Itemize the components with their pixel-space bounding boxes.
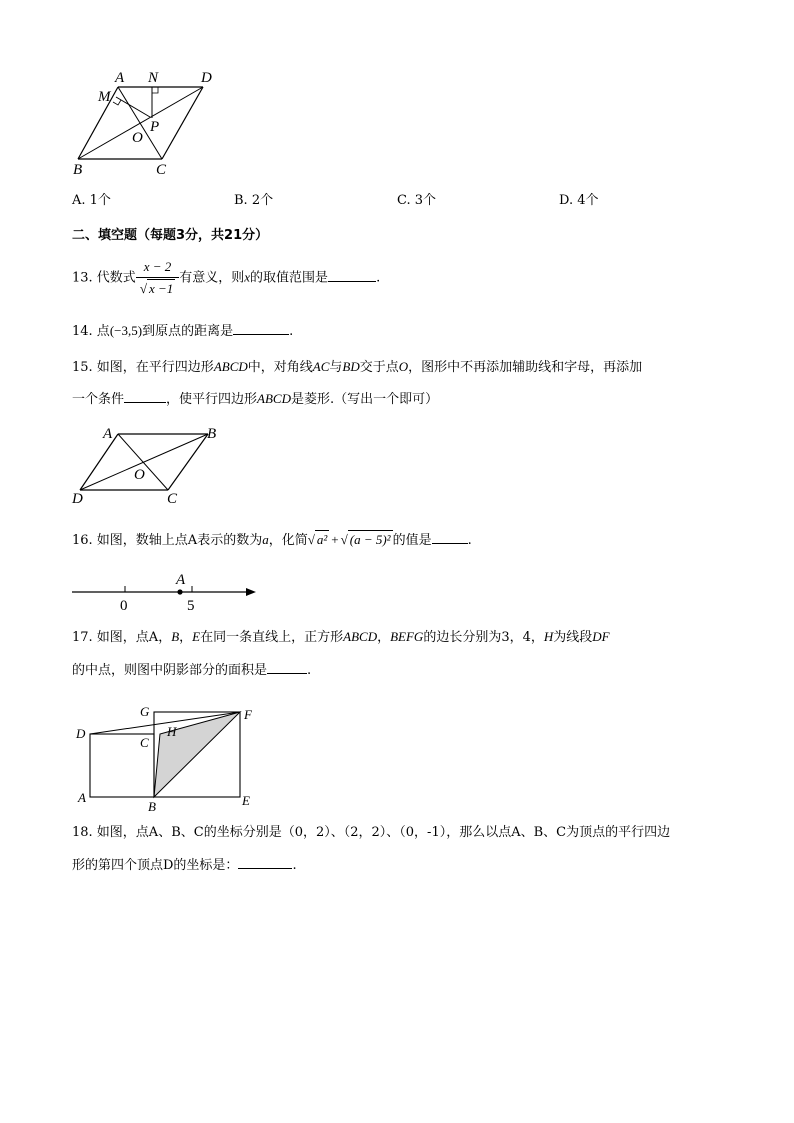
question-15-line2 xyxy=(72,390,438,409)
q17-abcd: ABCD xyxy=(343,629,378,644)
question-16 xyxy=(72,530,472,550)
fig15-label-A: A xyxy=(103,426,113,442)
fig17-label-E: E xyxy=(242,793,250,808)
q17-comma-2: ， xyxy=(377,630,391,645)
q17-b: B xyxy=(171,629,180,644)
q14-text: 到原点的距离是 xyxy=(142,324,234,339)
q17-text-1: 17. 如图，点A， xyxy=(72,630,172,645)
fig12-label-B: B xyxy=(73,162,83,178)
q18-text: 形的第四个顶点D的坐标是： xyxy=(72,858,239,873)
figure-q16-number-line xyxy=(70,570,260,615)
q13-prefix: 13. 代数式 xyxy=(72,270,136,286)
q16-text-2: ，化简 xyxy=(268,533,308,548)
q15-text-4: 交于点 xyxy=(359,360,399,375)
fig17-label-D: D xyxy=(76,726,86,741)
question-17-line1 xyxy=(72,628,610,647)
q15-o: O xyxy=(398,359,409,374)
fig17-label-C: C xyxy=(140,735,149,750)
q13-text: 有意义，则 xyxy=(179,270,245,286)
q14-end: . xyxy=(289,324,294,339)
figure-q17-squares xyxy=(70,700,270,815)
option-a[interactable]: A. 1个 xyxy=(72,193,111,208)
q13-numerator: x − 2 xyxy=(143,259,172,274)
option-b[interactable]: B. 2个 xyxy=(234,193,274,208)
option-d[interactable]: D. 4个 xyxy=(559,193,599,208)
fig15-label-O: O xyxy=(134,467,145,483)
q17-befg: BEFG xyxy=(390,629,424,644)
q16-sqrt-1: √ a² xyxy=(307,532,328,547)
q18-end: . xyxy=(292,858,297,873)
section-title: 二、填空题（每题3分，共21分） xyxy=(72,228,269,243)
q16-radicand-1: a² xyxy=(316,532,328,547)
q13-denominator: √ x −1 xyxy=(136,277,179,298)
fig17-label-F: F xyxy=(244,707,252,722)
fig12-label-C: C xyxy=(156,162,167,178)
fig12-label-N: N xyxy=(148,70,159,86)
q13-radicand: x −1 xyxy=(148,281,174,296)
q15-text-5: ，图形中不再添加辅助线和字母，再添加 xyxy=(408,360,643,375)
q17-text-3: 的边长分别为3，4， xyxy=(423,630,544,645)
q15-text-7: ，使平行四边形 xyxy=(166,392,258,407)
fig16-label-zero: 0 xyxy=(120,598,128,614)
q17-text-5: 的中点，则图中阴影部分的面积是 xyxy=(72,663,268,678)
fig17-label-A: A xyxy=(78,790,86,805)
q15-ac: AC xyxy=(312,359,330,374)
q16-end: . xyxy=(467,533,472,548)
q17-answer-blank[interactable] xyxy=(267,661,307,674)
q15-text-2: 中，对角线 xyxy=(247,360,313,375)
q16-answer-blank[interactable] xyxy=(432,531,468,544)
q17-text-4: 为线段 xyxy=(553,630,593,645)
q13-var: x xyxy=(244,269,251,285)
q17-comma: ， xyxy=(179,630,193,645)
q15-bd: BD xyxy=(342,359,360,374)
q15-abcd: ABCD xyxy=(213,359,248,374)
q16-text-1: 16. 如图，数轴上点A表示的数为 xyxy=(72,533,263,548)
q14-prefix: 14. 点 xyxy=(72,324,110,339)
q15-text-6: 一个条件 xyxy=(72,392,125,407)
question-13 xyxy=(72,258,380,298)
q13-fraction xyxy=(136,258,179,298)
q14-answer-blank[interactable] xyxy=(233,322,289,335)
q16-sqrt-2: √ (a − 5)² xyxy=(340,532,391,547)
q16-radicand-2: (a − 5)² xyxy=(349,532,391,547)
q13-end: . xyxy=(376,270,381,286)
fig12-label-P: P xyxy=(150,119,160,135)
q16-a: a xyxy=(262,532,269,547)
fig17-label-H: H xyxy=(167,724,177,739)
q18-answer-blank[interactable] xyxy=(238,856,292,869)
question-17-line2 xyxy=(72,661,311,680)
q15-text-8: 是菱形.（写出一个即可） xyxy=(290,392,439,407)
fig15-label-B: B xyxy=(207,426,217,442)
q15-text-3: 与 xyxy=(329,360,343,375)
q17-end: . xyxy=(307,663,312,678)
q14-point: (−3,5) xyxy=(109,323,143,338)
q13-text2: 的取值范围是 xyxy=(250,270,329,286)
fig15-label-C: C xyxy=(167,491,178,507)
fig12-label-D: D xyxy=(201,70,212,86)
q15-answer-blank[interactable] xyxy=(124,390,166,403)
question-18-line2 xyxy=(72,856,297,875)
q16-plus: + xyxy=(331,532,339,547)
figure-q12-parallelogram xyxy=(70,65,230,180)
fig12-label-M: M xyxy=(98,89,111,105)
question-14 xyxy=(72,322,293,341)
q13-answer-blank[interactable] xyxy=(328,269,376,282)
question-18-line1: 18. 如图，点A、B、C的坐标分别是（0，2）、（2，2）、（0，-1），那么以点A、B、C为顶点的平行四边 xyxy=(72,825,671,840)
q17-df: DF xyxy=(592,629,610,644)
q17-h: H xyxy=(543,629,554,644)
q17-text-2: 在同一条直线上，正方形 xyxy=(200,630,344,645)
fig17-label-B: B xyxy=(148,799,156,814)
question-15-line1 xyxy=(72,358,642,377)
fig16-label-five: 5 xyxy=(187,598,195,614)
fig15-label-D: D xyxy=(72,491,83,507)
q15-text-1: 15. 如图，在平行四边形 xyxy=(72,360,214,375)
fig16-label-A: A xyxy=(176,572,186,588)
figure-q15-parallelogram xyxy=(70,420,230,510)
option-c[interactable]: C. 3个 xyxy=(397,193,437,208)
q15-abcd-2: ABCD xyxy=(257,391,291,406)
q17-e: E xyxy=(192,629,201,644)
fig12-label-O: O xyxy=(132,130,143,146)
q16-text-3: 的值是 xyxy=(392,533,432,548)
fig12-label-A: A xyxy=(115,70,125,86)
fig17-label-G: G xyxy=(140,704,150,719)
